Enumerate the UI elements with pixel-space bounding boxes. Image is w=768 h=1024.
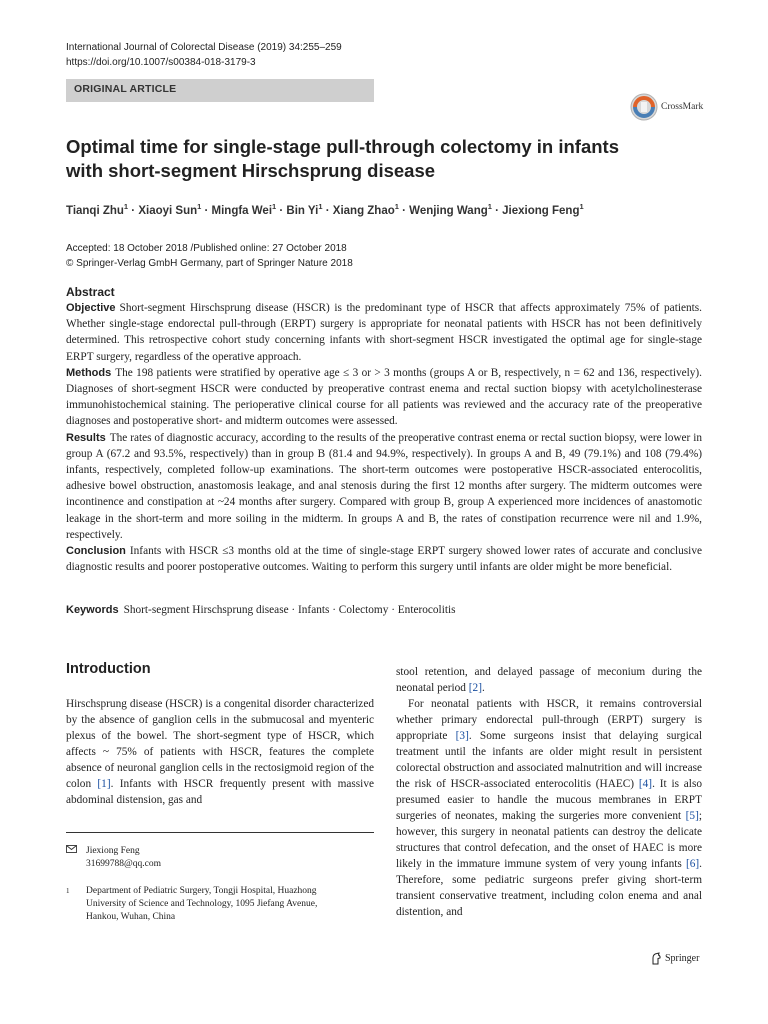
contact-email[interactable]: 31699788@qq.com xyxy=(86,859,161,869)
intro-paragraph-continued xyxy=(396,664,702,696)
contact-name: Jiexiong Feng xyxy=(86,846,140,856)
intro-paragraph-2 xyxy=(396,696,702,920)
paragraph-text: . It is also presumed easier to handle the mucous membranes in ERPT surgeries of neonates, making the surgeries more convenient xyxy=(396,778,702,822)
paragraph-text: For neonatal patients with HSCR, it remains controversial whether primary endorectal pull-through (ERPT) surgery is appropriate xyxy=(396,698,702,742)
paragraph-text: . Therefore, some pediatric surgeons prefer giving short-term transient conservative treatment, including colon enema and anal distention, and xyxy=(396,858,702,918)
body-column-left xyxy=(66,696,374,808)
abstract-section-text: Short-segment Hirschsprung disease (HSCR) is the predominant type of HSCR that affects approximately 75% of patients. Whether single-stage endorectal pull-through (ERPT) surgery is appropriate for neonatal patients with HSCR has not been definitively determined. This retrospective cohort study concerning infants with short-segment HSCR investigated the optimal age for single-stage ERPT surgery, regardless of the operative approach. xyxy=(66,302,702,363)
author-affiliation: 1 xyxy=(197,202,202,211)
publisher-name: Springer xyxy=(665,953,700,964)
abstract xyxy=(66,285,702,575)
affiliation xyxy=(66,885,374,924)
paragraph-text: ; however, this surgery in neonatal patients can destroy the delicate structures that control defecation, and the onset of HAEC is more likely in the immature immune system of very young infants xyxy=(396,810,702,870)
abstract-section-label: Methods xyxy=(66,366,112,379)
title-line-1: Optimal time for single-stage pull-through colectomy in infants xyxy=(66,136,619,157)
keywords-label: Keywords xyxy=(66,604,119,616)
crossmark-badge[interactable] xyxy=(630,93,703,121)
author-affiliation: 1 xyxy=(272,202,277,211)
title-line-2: with short-segment Hirschsprung disease xyxy=(66,160,436,181)
citation-link-2[interactable]: [2] xyxy=(468,682,482,694)
author-name[interactable]: Mingfa Wei xyxy=(211,204,273,217)
paragraph-text: . Infants with HSCR frequently present with massive abdominal distension, gas and xyxy=(66,778,374,806)
copyright-notice: © Springer-Verlag GmbH Germany, part of Springer Nature 2018 xyxy=(66,258,353,269)
journal-citation: International Journal of Colorectal Disease (2019) 34:255–259 xyxy=(66,42,342,53)
envelope-icon xyxy=(66,845,86,871)
doi-link[interactable]: https://doi.org/10.1007/s00384-018-3179-3 xyxy=(66,57,256,68)
crossmark-label: CrossMark xyxy=(661,102,704,112)
author-affiliation: 1 xyxy=(123,202,129,211)
abstract-section-label: Results xyxy=(66,431,106,444)
abstract-section-label: Objective xyxy=(66,302,116,314)
author-affiliation: 1 xyxy=(394,202,399,211)
footnotes xyxy=(66,845,374,924)
paragraph-text: stool retention, and delayed passage of meconium during the neonatal period xyxy=(396,666,702,694)
author-name[interactable]: Xiang Zhao xyxy=(332,204,395,217)
citation-link-1[interactable]: [1] xyxy=(97,778,111,790)
abstract-results xyxy=(66,430,702,543)
author-affiliation: 1 xyxy=(579,202,584,211)
footnote-divider xyxy=(66,832,374,833)
paragraph-text: . Some surgeons insist that delaying surgical treatment until the infants are older might result in persistent colorectal obstruction and associated malnutrition and will increase the risk of HSCR-associated enterocolitis (HAEC) xyxy=(396,730,702,790)
introduction-heading: Introduction xyxy=(66,661,151,677)
abstract-methods xyxy=(66,365,702,430)
author-affiliation: 1 xyxy=(487,202,492,211)
abstract-section-text: Infants with HSCR ≤3 months old at the time of single-stage ERPT surgery showed lower rates of accurate and conclusive diagnostic results and poorer postoperative outcomes. Waiting to perform this surgery until infants are older might be more beneficial. xyxy=(66,545,702,574)
keywords-text: Short-segment Hirschsprung disease · Infants · Colectomy · Enterocolitis xyxy=(123,604,456,616)
abstract-section-label: Conclusion xyxy=(66,545,126,558)
keywords xyxy=(66,604,702,616)
author-name[interactable]: Bin Yi xyxy=(286,204,319,217)
affiliation-line: University of Science and Technology, 1095 Jiefang Avenue, xyxy=(86,899,318,909)
article-title xyxy=(66,135,666,183)
author-name[interactable]: Wenjing Wang xyxy=(409,204,488,217)
author-name[interactable]: Jiexiong Feng xyxy=(502,204,580,217)
publisher-logo xyxy=(650,952,699,965)
abstract-section-text: The rates of diagnostic accuracy, according to the results of the preoperative contrast enema or rectal suction biopsy, were lower in group A (67.2 and 93.5%, respectively) than in group B (81.4 and 94.9%, respectively). In groups A and B, 49 (79.1%) and 108 (79.4%) infants, respectively, completed follow-up examinations. The short-term outcomes were postoperative HSCR-associated enterocolitis, adhesive bowel obstruction, anastomosis leakage, and anal stenosis during the first 12 months after surgery. The midterm outcomes were incontinence and constipation at ~24 months after surgery. Compared with group B, group A experienced more incidences of anastomotic leakage in the short-term and more soiling in the midterm. In groups A and B, the rates of constipation recurrence were nil and 1.9%, respectively. xyxy=(66,431,702,541)
accepted-published-dates: Accepted: 18 October 2018 /Published online: 27 October 2018 xyxy=(66,243,347,254)
author-name[interactable]: Tianqi Zhu xyxy=(66,204,124,217)
corresponding-author xyxy=(66,845,374,871)
citation-link-4[interactable]: [4] xyxy=(638,778,653,790)
publication-dates xyxy=(66,241,353,271)
citation-link-5[interactable]: [5] xyxy=(685,810,699,822)
paragraph-text: Hirschsprung disease (HSCR) is a congenital disorder characterized by the absence of ganglion cells in the submucosal and myenteric plexus of the bowel. The short-segment type of HSCR, which affects ~ 75% of patients with HSCR, features the complete absence of neuronal ganglion cells in the rectosigmoid region of the colon xyxy=(66,698,374,790)
abstract-section-text: The 198 patients were stratified by operative age ≤ 3 or > 3 months (groups A or B, respectively, n = 62 and 136, respectively). Diagnoses of short-segment HSCR were conducted by preoperative contrast enema and rectal suction biopsy with acetylcholinesterase immunohistochemical staining. The perioperative clinical course for all patients was reviewed and the accuracy rate of the preoperative diagnoses and postoperative short- and midterm outcomes were assessed. xyxy=(66,366,702,428)
abstract-conclusion xyxy=(66,543,702,575)
body-column-right xyxy=(396,664,702,920)
article-type-label: ORIGINAL ARTICLE xyxy=(74,83,177,95)
paragraph-text: . xyxy=(481,682,485,694)
intro-paragraph-1 xyxy=(66,696,374,808)
crossmark-icon xyxy=(630,93,658,121)
affiliation-marker: 1 xyxy=(66,887,70,895)
abstract-objective xyxy=(66,300,702,365)
author-list: Tianqi Zhu$^1$ · Xiaoyi Sun$^1$ · Mingfa Wei$^1$ · Bin $Yi^1$ · Xiang Zhao$^1$ · Wenjing Wang$^1$ · Jiexiong Feng$^1$ xyxy=(66,202,584,217)
citation-link-3[interactable]: [3] xyxy=(455,730,469,742)
affiliation-line: Department of Pediatric Surgery, Tongji Hospital, Huazhong xyxy=(86,886,317,896)
article-type-banner xyxy=(66,79,374,102)
abstract-heading: Abstract xyxy=(66,285,115,299)
affiliation-line: Hankou, Wuhan, China xyxy=(86,912,176,922)
springer-horse-icon xyxy=(650,952,662,965)
author-name[interactable]: Xiaoyi Sun xyxy=(138,204,198,217)
author-affiliation: 1 xyxy=(318,202,323,211)
citation-link-6[interactable]: [6] xyxy=(685,858,700,870)
journal-header xyxy=(66,40,342,70)
